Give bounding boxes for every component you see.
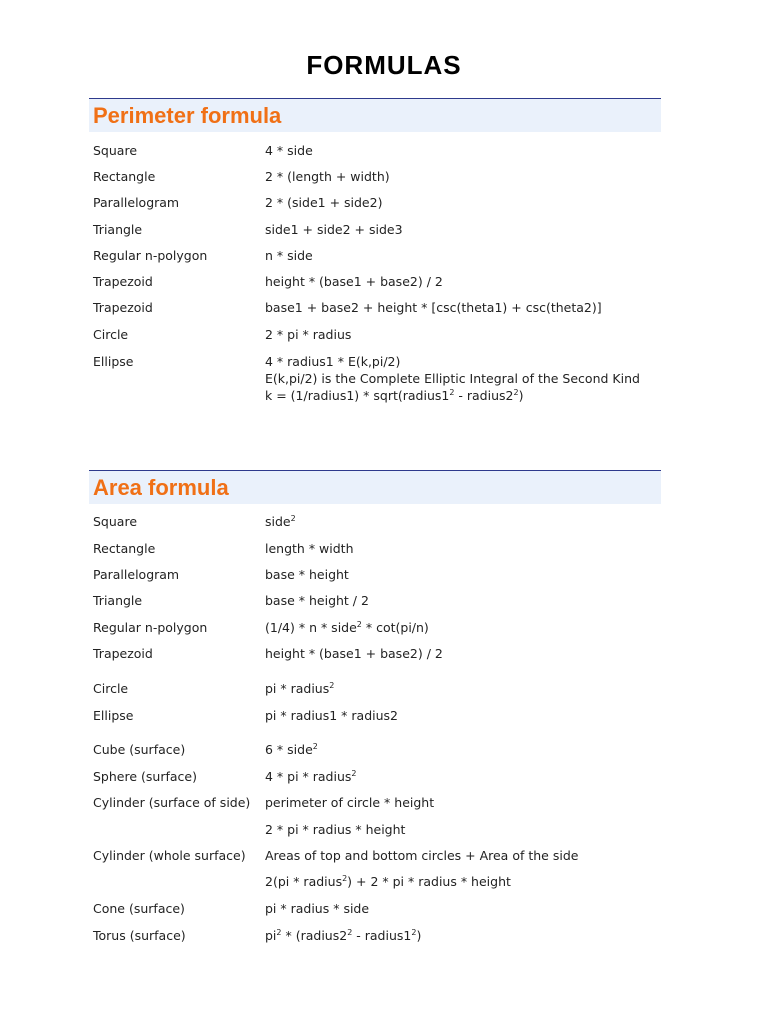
formula-value: $pi^2$ * ($radius2^2$ - $radius1^2$) <box>265 928 422 943</box>
shape-label: Trapezoid <box>93 646 153 661</box>
formula-value: base * height <box>265 567 349 582</box>
shape-label: Cone (surface) <box>93 901 185 916</box>
shape-label: Rectangle <box>93 541 156 556</box>
page-title: FORMULAS <box>306 50 462 80</box>
shape-label: Trapezoid <box>93 300 153 315</box>
formula-value: 2 * (side1 + side2) <box>265 195 383 210</box>
formula-value: Areas of top and bottom circles + Area of the side <box>265 848 579 863</box>
formula-line: k = (1/radius1) * $sqrt(radius1^2$ - $radius2^2$) <box>265 388 524 403</box>
formula-value: perimeter of circle * height <box>265 795 435 810</box>
formula-value: 4 * pi * radius$^2$ <box>265 769 357 784</box>
shape-label: Torus (surface) <box>93 928 186 943</box>
shape-label: Cylinder (whole surface) <box>93 848 246 863</box>
perimeter-header <box>89 98 661 132</box>
shape-label: Rectangle <box>93 169 156 184</box>
shape-label: Cylinder (surface of side) <box>93 795 251 810</box>
formula-value: side$^2$ <box>265 514 296 529</box>
shape-label: Parallelogram <box>93 567 180 582</box>
formula-value: side1 + side2 + side3 <box>265 222 403 237</box>
shape-label: Square <box>93 143 138 158</box>
shape-label: Trapezoid <box>93 274 153 289</box>
formula-value: 2(pi * radius$^2$) + 2 * pi * radius * height <box>265 874 511 889</box>
area-heading: Area formula <box>93 475 229 500</box>
shape-label: Triangle <box>93 593 143 608</box>
formula-value: 4 * side <box>265 143 313 158</box>
formula-value: 6 * side$^2$ <box>265 742 318 757</box>
shape-label: Regular n-polygon <box>93 620 208 635</box>
formula-line: 4 * radius1 * E(k,pi/2) <box>265 354 401 369</box>
formula-value: height * (base1 + base2) / 2 <box>265 274 443 289</box>
shape-label: Circle <box>93 681 129 696</box>
shape-label: Square <box>93 514 138 529</box>
formula-line: E(k,pi/2) is the Complete Elliptic Integral of the Second Kind <box>265 371 640 386</box>
perimeter-heading: Perimeter formula <box>93 103 282 128</box>
shape-label: Parallelogram <box>93 195 180 210</box>
perimeter-section <box>89 98 661 403</box>
shape-label: Triangle <box>93 222 143 237</box>
area-section <box>89 470 661 943</box>
formula-value: base * height / 2 <box>265 593 369 608</box>
shape-label: Cube (surface) <box>93 742 186 757</box>
shape-label: Circle <box>93 327 129 342</box>
formula-value: 2 * pi * radius <box>265 327 352 342</box>
shape-label: Ellipse <box>93 708 134 723</box>
shape-label: Regular n-polygon <box>93 248 208 263</box>
formula-value <box>265 353 640 404</box>
formula-value: length * width <box>265 541 354 556</box>
shape-label: Sphere (surface) <box>93 769 197 784</box>
formula-value: height * (base1 + base2) / 2 <box>265 646 443 661</box>
formula-value: 2 * (length + width) <box>265 169 390 184</box>
shape-label: Ellipse <box>93 354 134 369</box>
formula-value: pi * radius * side <box>265 901 370 916</box>
formula-value: base1 + base2 + height * [csc(theta1) + csc(theta2)] <box>265 300 602 315</box>
area-header <box>89 470 661 504</box>
formula-value: (1/4) * n * side$^2$ * cot(pi/n) <box>265 620 429 635</box>
formula-value: n * side <box>265 248 313 263</box>
formula-value: pi * radius$^2$ <box>265 681 335 696</box>
formula-value: pi * radius1 * radius2 <box>265 708 398 723</box>
formula-value: 2 * pi * radius * height <box>265 822 406 837</box>
